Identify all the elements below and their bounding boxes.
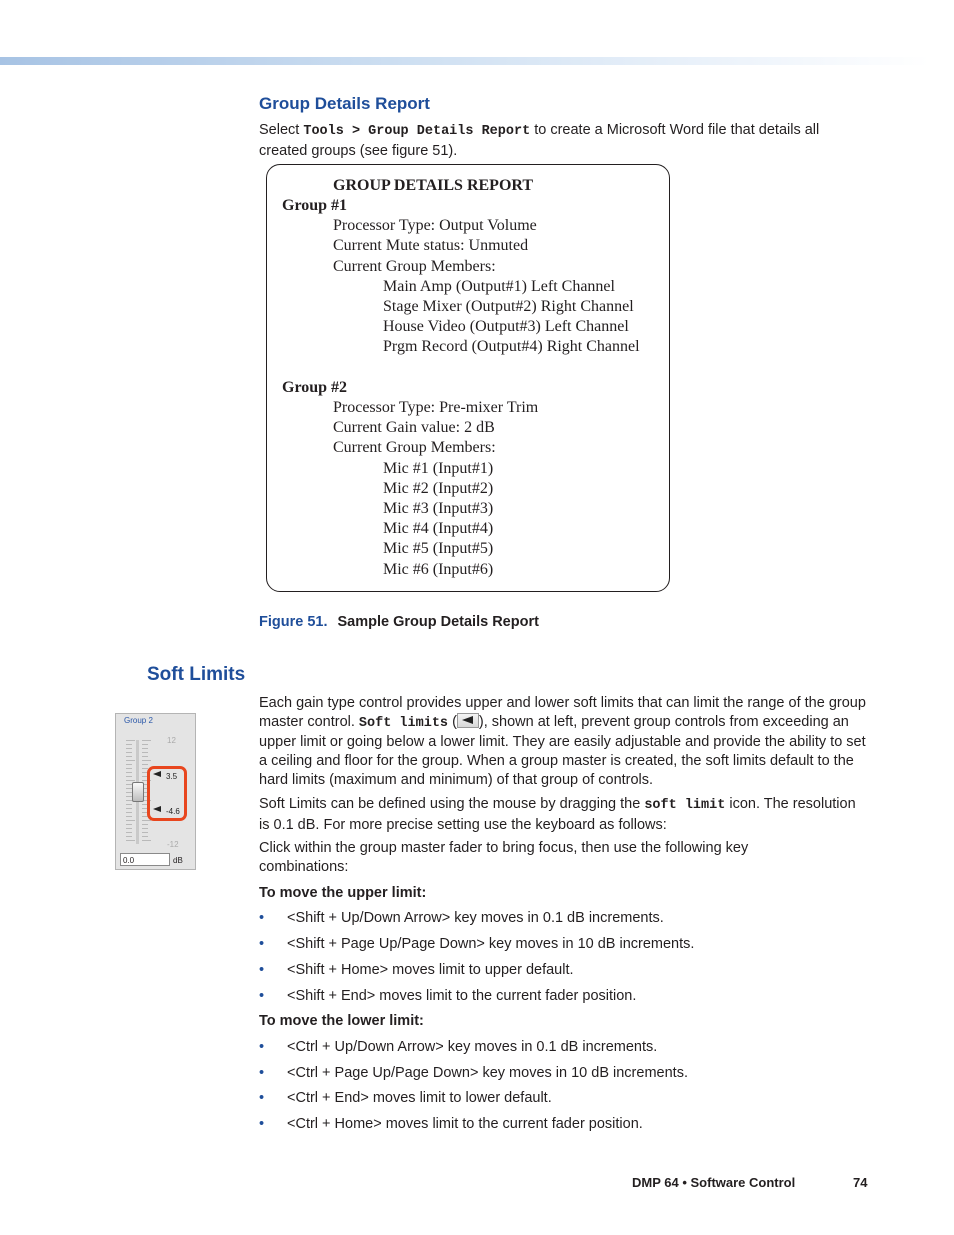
report-group2-member: Mic #5 (Input#5) <box>383 540 494 557</box>
fader-scale-tick <box>126 740 135 741</box>
fader-scale-tick <box>126 776 132 777</box>
lower-soft-limit-value: -4.6 <box>166 807 180 816</box>
fader-scale-tick <box>126 756 132 757</box>
upper-limit-heading: To move the upper limit: <box>259 885 427 901</box>
footer-page-number: 74 <box>853 1175 868 1190</box>
report-group1-member: House Video (Output#3) Left Channel <box>383 318 629 335</box>
footer-product: DMP 64 • Software Control <box>632 1175 796 1190</box>
fader-scale-tick <box>126 836 132 837</box>
list-item-text: <Ctrl + End> moves limit to lower default. <box>287 1090 552 1106</box>
fader-scale-tick <box>126 820 135 821</box>
fader-scale-tick <box>126 760 135 761</box>
bullet-icon: • <box>259 1090 265 1106</box>
figure-caption <box>259 614 539 630</box>
report-group2-name: Group #2 <box>282 379 348 396</box>
figure-title: Sample Group Details Report <box>337 614 539 630</box>
list-item-text: <Ctrl + Up/Down Arrow> key moves in 0.1 dB increments. <box>287 1039 658 1055</box>
bullet-icon: • <box>259 1065 265 1081</box>
lower-limit-heading: To move the lower limit: <box>259 1013 424 1029</box>
fader-scale-tick <box>142 836 148 837</box>
report-group2-status: Current Gain value: 2 dB <box>333 419 495 436</box>
fader-group-label: Group 2 <box>124 716 153 725</box>
report-group1-members-label: Current Group Members: <box>333 258 496 275</box>
list-item-text: <Shift + Page Up/Page Down> key moves in 10 dB increments. <box>287 936 695 952</box>
report-group2-member: Mic #1 (Input#1) <box>383 460 494 477</box>
fader-scale-tick <box>142 828 148 829</box>
fader-scale-tick <box>126 780 135 781</box>
bullet-icon: • <box>259 1039 265 1055</box>
soft-limits-command: Soft limits <box>358 715 449 731</box>
fader-scale-tick <box>126 808 132 809</box>
p2-text-post: icon. The resolution is 0.1 dB. For more precise setting use the keyboard as follows: <box>259 796 856 833</box>
intro-text-post: to create a Microsoft Word file that details all created groups (see figure 51). <box>259 122 820 159</box>
p1-text-post: ), shown at left, prevent group controls from exceeding an upper limit or going below a lower limit. They are easily adjustable and provide the ability to set a ceiling and floor for the group. When a group master is created, the soft limits default to the hard limits (maximum and minimum) of that group of controls. <box>259 713 866 788</box>
fader-scale-tick <box>126 824 132 825</box>
fader-scale-tick <box>126 772 132 773</box>
soft-limit-icon <box>457 713 479 728</box>
report-group2-members-label: Current Group Members: <box>333 439 496 456</box>
report-title: GROUP DETAILS REPORT <box>333 177 534 194</box>
figure-number: Figure 51. <box>259 614 328 630</box>
fader-scale-tick <box>142 756 148 757</box>
fader-scale-tick <box>126 816 132 817</box>
fader-scale-tick <box>126 768 132 769</box>
list-item-text: <Shift + End> moves limit to the current fader position. <box>287 988 637 1004</box>
list-item-text: <Ctrl + Home> moves limit to the current fader position. <box>287 1116 643 1132</box>
fader-unit-label: dB <box>173 856 183 865</box>
intro-text-pre: Select <box>259 122 304 138</box>
fader-scale-tick <box>142 752 148 753</box>
header-gradient-bar <box>0 57 930 65</box>
report-group2-member: Mic #3 (Input#3) <box>383 500 494 517</box>
fader-scale-tick <box>126 812 132 813</box>
fader-scale-tick <box>126 752 132 753</box>
menu-command: Tools > Group Details Report <box>303 124 531 139</box>
p1-text-open: ( <box>448 713 457 730</box>
report-group1-name: Group #1 <box>282 197 348 214</box>
p1-text-pre: Each gain type control provides upper and lower soft limits that can limit the range of the group master control. <box>259 695 866 730</box>
fader-scale-tick <box>126 748 132 749</box>
section-heading-group-details-report: Group Details Report <box>259 94 430 113</box>
soft-limit-icon[interactable] <box>153 771 161 777</box>
fader-scale-tick <box>126 840 135 841</box>
fader-scale-tick <box>142 832 148 833</box>
group-details-report-figure <box>266 164 670 592</box>
bullet-icon: • <box>259 910 265 926</box>
report-group1-member: Prgm Record (Output#4) Right Channel <box>383 338 640 355</box>
fader-scale-tick <box>126 832 132 833</box>
soft-limits-paragraph-3: Click within the group master fader to bring focus, then use the following key combinations: <box>259 840 749 875</box>
fader-value-field[interactable]: 0.0 <box>120 853 170 866</box>
fader-scale-tick <box>142 740 151 741</box>
report-group2-type: Processor Type: Pre-mixer Trim <box>333 399 539 416</box>
group-report-intro <box>259 121 869 160</box>
fader-scale-bottom: -12 <box>167 840 179 849</box>
report-group2-member: Mic #6 (Input#6) <box>383 561 494 578</box>
soft-limit-command: soft limit <box>644 798 726 813</box>
soft-limits-paragraph-2 <box>259 795 869 834</box>
fader-scale-tick <box>142 824 148 825</box>
upper-soft-limit-value: 3.5 <box>166 772 178 781</box>
fader-scale-tick <box>142 748 148 749</box>
bullet-icon: • <box>259 962 265 978</box>
list-item-text: <Shift + Up/Down Arrow> key moves in 0.1 dB increments. <box>287 910 664 926</box>
fader-scale-tick <box>142 764 148 765</box>
fader-scale-tick <box>126 744 132 745</box>
report-group1-type: Processor Type: Output Volume <box>333 217 537 234</box>
report-group1-member: Main Amp (Output#1) Left Channel <box>383 278 615 295</box>
report-group1-status: Current Mute status: Unmuted <box>333 237 529 254</box>
list-item-text: <Shift + Home> moves limit to upper default. <box>287 962 574 978</box>
fader-knob-icon[interactable] <box>132 782 144 802</box>
group-master-fader[interactable] <box>115 713 196 870</box>
report-group2-member: Mic #4 (Input#4) <box>383 520 494 537</box>
p2-text-pre: Soft Limits can be defined using the mouse by dragging the <box>259 796 645 812</box>
soft-limits-paragraph-1 <box>259 694 869 790</box>
report-group2-member: Mic #2 (Input#2) <box>383 480 494 497</box>
fader-scale-tick <box>142 744 148 745</box>
fader-scale-tick <box>142 760 151 761</box>
section-heading-soft-limits: Soft Limits <box>147 664 246 685</box>
bullet-icon: • <box>259 988 265 1004</box>
fader-scale-top: 12 <box>167 736 176 745</box>
fader-scale-tick <box>126 828 132 829</box>
fader-scale-tick <box>126 764 132 765</box>
list-item-text: <Ctrl + Page Up/Page Down> key moves in 10 dB increments. <box>287 1065 688 1081</box>
soft-limit-icon[interactable] <box>153 806 161 812</box>
report-group1-member: Stage Mixer (Output#2) Right Channel <box>383 298 634 315</box>
fader-scale-tick <box>126 804 132 805</box>
bullet-icon: • <box>259 1116 265 1132</box>
fader-scale-tick <box>142 840 151 841</box>
bullet-icon: • <box>259 936 265 952</box>
